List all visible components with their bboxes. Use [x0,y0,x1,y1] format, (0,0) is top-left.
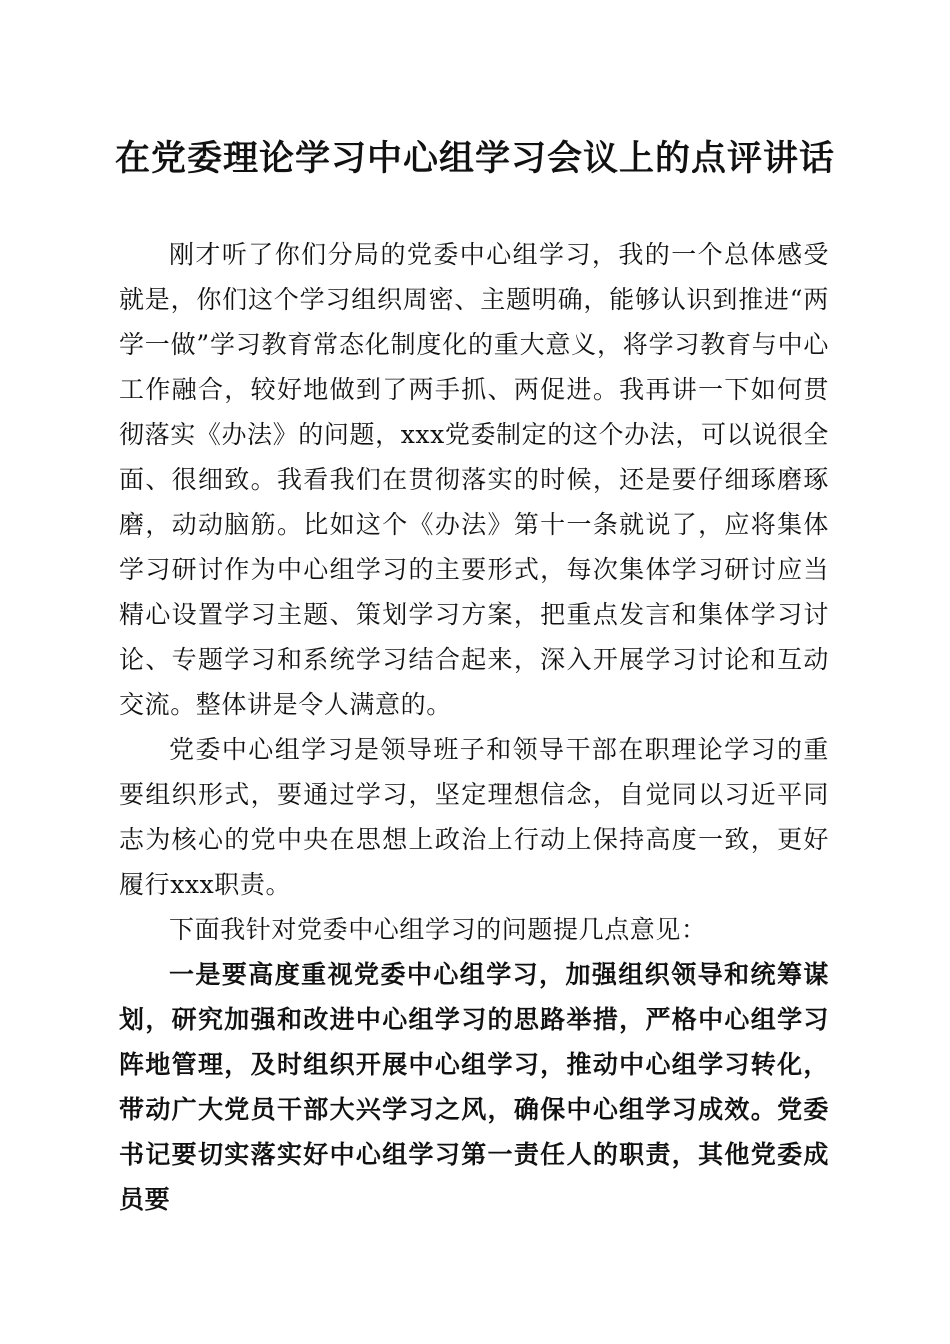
paragraph-opinions-lead: 下面我针对党委中心组学习的问题提几点意见： [169,915,707,944]
paragraph-importance: 党委中心组学习是领导班子和领导干部在职理论学习的重要组织形式，要通过学习，坚定理想信念，自觉同以习近平同志为核心的党中央在思想上政治上行动上保持高度一致，更好履行xxx职责。 [119,735,829,899]
paragraph-point-one: 一是要高度重视党委中心组学习，加强组织领导和统筹谋划，研究加强和改进中心组学习的思路举措，严格中心组学习阵地管理，及时组织开展中心组学习，推动中心组学习转化，带动广大党员干部大兴学习之风，确保中心组学习成效。党委书记要切实落实好中心组学习第一责任人的职责，其他党委成员要 [119,960,829,1214]
document-title: 在党委理论学习中心组学习会议上的点评讲话 [114,138,835,179]
document-body [119,232,829,1222]
paragraph-intro: 刚才听了你们分局的党委中心组学习，我的一个总体感受就是，你们这个学习组织周密、主题明确，能够认识到推进“两学一做”学习教育常态化制度化的重大意义，将学习教育与中心工作融合，较好地做到了两手抓、两促进。我再讲一下如何贯彻落实《办法》的问题，xxx党委制定的这个办法，可以说很全面、很细致。我看我们在贯彻落实的时候，还是要仔细琢磨琢磨，动动脑筋。比如这个《办法》第十一条就说了，应将集体学习研讨作为中心组学习的主要形式，每次集体学习研讨应当精心设置学习主题、策划学习方案，把重点发言和集体学习讨论、专题学习和系统学习结合起来，深入开展学习讨论和互动交流。整体讲是令人满意的。 [119,240,829,719]
